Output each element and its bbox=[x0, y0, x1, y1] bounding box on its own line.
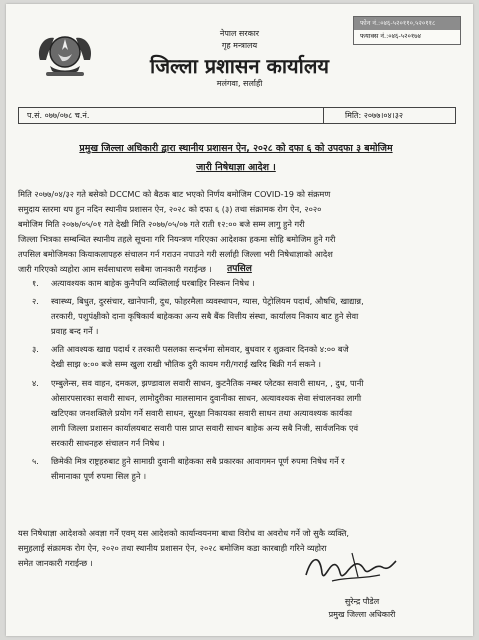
letter-date: मिति: २०७७।०४।३२ bbox=[345, 111, 404, 120]
intro-paragraph: मिति २०७७/०४/३२ गते बसेको DCCMC को बैठक बाट भएको निर्णय बमोजिम COVID-19 को संक्रमण समुदाय स्तरमा थप हुन नदिन स्थानीय प्रशासन ऐन, २०२८ को दफा ६ (३) तथा संक्रामक रोग ऐन, २०२० बमोजिम मिति २०७७/०५/०१ गते देखी मिति २०७७/०५/०७ गते राती १२:०० बजे सम्म लागु हुने गरी जिल्ला भित्रका सम्बन्धित स्थानीय तहले सूचना गरि नियन्त्रण गरिएका आदेशका हकमा सोहि बमोजिम हुने गरी तपसिल बमोजिमका कियाकलापहरु संचालन गर्न गराउन नपाउने गरी सर्लाही जिल्ला भरी निषेधाज्ञाको आदेश जारी गरिएको व्यहोरा आम सर्वसाधारण सबैमा जानकारी गराईन्छ । bbox=[18, 189, 336, 274]
phone-number: फोन नं.:०४६-५२०११०,५२०११८ bbox=[354, 17, 460, 30]
tapasil-heading: तपसिल bbox=[227, 264, 252, 274]
fax-number: फयाक्स नं.:०४६-५२०१७४ bbox=[360, 32, 422, 40]
list-item-number: ३. bbox=[32, 344, 39, 354]
closing-paragraph: यस निषेधाज्ञा आदेशको अवज्ञा गर्ने एवम् यस आदेशको कार्यान्वयनमा बाधा विरोध वा अवरोध गर्ने जो सुकै व्यक्ति, समुहलाई संक्रामक रोग ऐन, २०२० तथा स्थानीय प्रशासन ऐन, २०२८ बमोजिम कडा कारबाही गरिने व्यहोरा समेत जानकारी गराईन्छ । bbox=[18, 528, 350, 568]
list-item-text: स्वास्थ्य, बिधुत, दुरसंचार, खानेपानी, दुध, फोहरमैला व्यवस्थापन, ग्यास, पेट्रोलियम पदार्थ, औषधि, खाद्यान्न, तरकारी, पशुपंक्षीको दाना कृषिकार्य बाहेकका अन्य सबै बैंक वित्तीय संस्था, कार्यालय निकाय बाट हुने सेवा प्रवाह बन्द गर्ने । bbox=[51, 296, 364, 336]
list-item-number: २. bbox=[32, 296, 39, 306]
list-item-number: ४. bbox=[32, 378, 39, 388]
contact-box bbox=[353, 16, 461, 45]
list-item-text: अत्यावश्यक काम बाहेक कुनैपनि व्यक्तिलाई घरबाहिर निस्कन निषेध । bbox=[51, 278, 255, 288]
letter-number: प.सं. ०७७/०७८ च.नं. bbox=[27, 111, 90, 120]
govt-name: नेपाल सरकार bbox=[219, 29, 260, 38]
signatory-name: सुरेन्द्र पौडेल bbox=[344, 597, 380, 606]
signatory-title: प्रमुख जिल्ला अधिकारी bbox=[328, 610, 396, 619]
subject-line-1: प्रमुख जिल्ला अधिकारी द्वारा स्थानीय प्रशासन ऐन, २०२८ को दफा ६ को उपदफा ३ बमोजिम bbox=[79, 143, 393, 154]
list-item-number: १. bbox=[32, 278, 39, 288]
list-item-text: अति आवश्यक खाद्य पदार्थ र तरकारी पसलका सन्दर्भमा सोमवार, बुधवार र शुक्रवार दिनको ४:०० बजे देखी साझ ७:०० बजे सम्म खुला राखी भौतिक दुरी कायम गरी/गराई खरिद बिक्री गर्न सकने । bbox=[51, 344, 349, 369]
list-item-number: ५. bbox=[32, 456, 39, 466]
office-name: जिल्ला प्रशासन कार्यालय bbox=[150, 54, 329, 78]
reference-divider bbox=[323, 108, 324, 123]
office-location: मलंगवा, सर्लाही bbox=[216, 79, 263, 88]
ministry-name: गृह मन्त्रालय bbox=[221, 41, 258, 50]
signature-scribble-icon bbox=[302, 547, 398, 589]
list-item-text: एम्बुलेन्स, सव वाहन, दमकल, झण्डावाल सवारी साधन, कुटनैतिक नम्बर प्लेटका सवारी साधन, , दुध, पानी ओसारपसारका सवारी साधन, लामोदुरीका मालसामान दुवानीका साधन, अत्यावश्यक सेवा संचालनका लागी खटिएका जनशक्तिले प्रयोग गर्ने सवारी साधन, सुरक्षा निकायका सवारी साधन तथा अत्यावश्यक कार्यका लागी जिल्ला प्रशासन कार्यालयबाट सवारी पास प्राप्त सवारी साधन बाहेक अन्य सबै निजी, सार्वजनिक एवं सरकारी साधनहरु संचालन गर्न निषेध । bbox=[51, 378, 364, 448]
reference-bar bbox=[18, 107, 456, 124]
subject-line-2: जारी निषेधाज्ञा आदेश । bbox=[196, 162, 276, 173]
list-item-text: छिमेकी मित्र राष्ट्रहरुबाट हुने सामाग्री दुवानी बाहेकका सबै प्रकारका आवागमन पूर्ण रुपमा निषेध गर्ने र सीमानाका पूर्ण रुपमा सिल हुने । bbox=[51, 456, 345, 481]
notice-page bbox=[6, 4, 473, 636]
